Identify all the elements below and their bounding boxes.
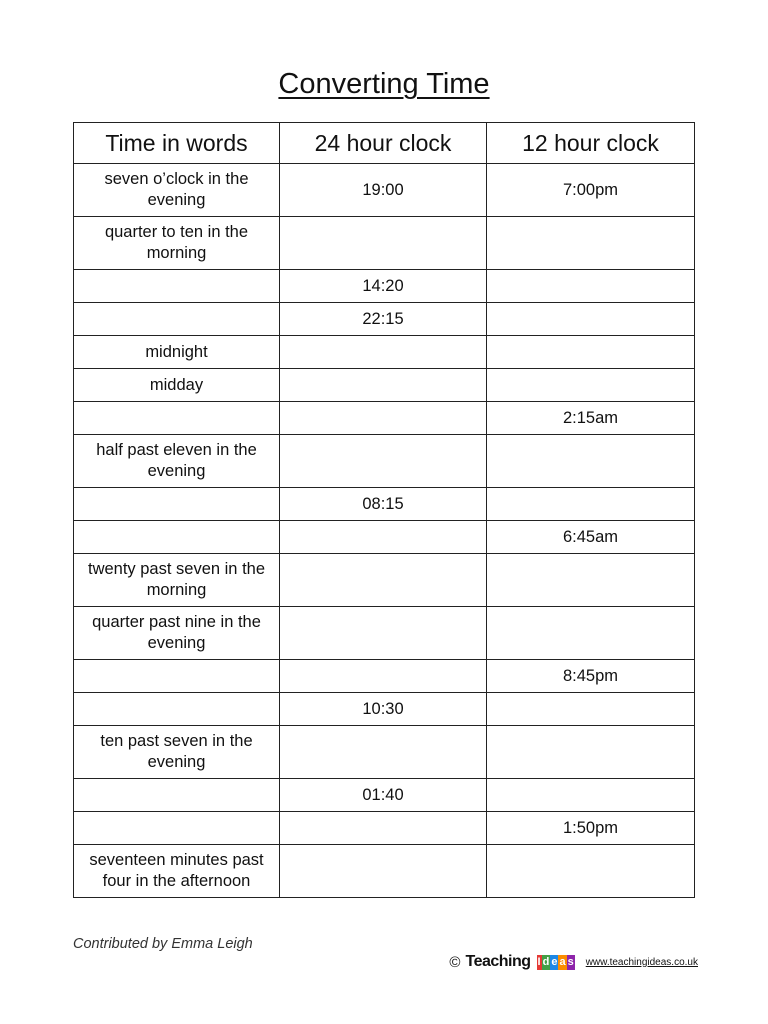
table-row <box>74 303 695 336</box>
table-row <box>74 693 695 726</box>
words-cell <box>74 303 280 336</box>
footer-branding <box>449 953 698 971</box>
clock24-cell: 10:30 <box>280 693 487 726</box>
clock24-cell: 14:20 <box>280 270 487 303</box>
clock24-cell: 22:15 <box>280 303 487 336</box>
copyright-symbol: © <box>449 953 461 971</box>
brand-logo-text: Teaching <box>465 953 531 970</box>
table-row <box>74 435 695 488</box>
clock24-cell <box>280 435 487 488</box>
brand-logo-letter: e <box>551 955 558 968</box>
table-row <box>74 554 695 607</box>
words-cell <box>74 660 280 693</box>
clock24-cell <box>280 607 487 660</box>
header-time-in-words: Time in words <box>74 123 280 164</box>
table-row <box>74 812 695 845</box>
brand-logo-letter: I <box>537 955 541 968</box>
clock12-cell <box>487 607 695 660</box>
clock12-cell: 8:45pm <box>487 660 695 693</box>
clock24-cell: 19:00 <box>280 164 487 217</box>
table-row <box>74 164 695 217</box>
table-row <box>74 607 695 660</box>
page-title: Converting Time <box>278 68 490 100</box>
table-row <box>74 402 695 435</box>
table-row <box>74 521 695 554</box>
clock24-cell: 01:40 <box>280 779 487 812</box>
clock12-cell <box>487 217 695 270</box>
clock24-cell <box>280 521 487 554</box>
brand-logo-letter: a <box>559 955 566 968</box>
clock24-cell <box>280 402 487 435</box>
contributor-credit: Contributed by Emma Leigh <box>73 936 253 952</box>
words-cell: quarter past nine in the evening <box>74 607 280 660</box>
words-cell <box>74 693 280 726</box>
table-row <box>74 779 695 812</box>
clock12-cell <box>487 693 695 726</box>
clock24-cell <box>280 369 487 402</box>
words-cell: twenty past seven in the morning <box>74 554 280 607</box>
clock12-cell: 7:00pm <box>487 164 695 217</box>
header-12-hour-clock: 12 hour clock <box>487 123 695 164</box>
brand-logo-ideas <box>537 955 575 970</box>
clock12-cell <box>487 779 695 812</box>
table-row <box>74 845 695 898</box>
header-row <box>74 123 695 164</box>
table-row <box>74 369 695 402</box>
clock12-cell <box>487 270 695 303</box>
clock12-cell <box>487 435 695 488</box>
table-row <box>74 660 695 693</box>
words-cell <box>74 488 280 521</box>
clock12-cell <box>487 488 695 521</box>
conversion-table <box>73 122 695 898</box>
clock12-cell: 2:15am <box>487 402 695 435</box>
words-cell: midday <box>74 369 280 402</box>
clock12-cell: 1:50pm <box>487 812 695 845</box>
clock12-cell <box>487 336 695 369</box>
clock24-cell <box>280 217 487 270</box>
words-cell: quarter to ten in the morning <box>74 217 280 270</box>
clock24-cell <box>280 336 487 369</box>
clock24-cell <box>280 845 487 898</box>
words-cell <box>74 779 280 812</box>
website-url[interactable]: www.teachingideas.co.uk <box>585 956 698 968</box>
clock12-cell <box>487 303 695 336</box>
table-row <box>74 217 695 270</box>
table-row <box>74 726 695 779</box>
clock12-cell: 6:45am <box>487 521 695 554</box>
header-24-hour-clock: 24 hour clock <box>280 123 487 164</box>
words-cell <box>74 812 280 845</box>
brand-logo-letter: d <box>542 955 550 968</box>
words-cell: seven o’clock in the evening <box>74 164 280 217</box>
words-cell: ten past seven in the evening <box>74 726 280 779</box>
clock12-cell <box>487 845 695 898</box>
words-cell <box>74 402 280 435</box>
clock24-cell <box>280 660 487 693</box>
table-row <box>74 336 695 369</box>
words-cell: midnight <box>74 336 280 369</box>
clock12-cell <box>487 369 695 402</box>
clock12-cell <box>487 726 695 779</box>
table-row <box>74 270 695 303</box>
words-cell: seventeen minutes past four in the afternoon <box>74 845 280 898</box>
table-row <box>74 488 695 521</box>
table-body <box>74 164 695 898</box>
words-cell <box>74 521 280 554</box>
brand-logo-letter: s <box>567 955 574 968</box>
words-cell: half past eleven in the evening <box>74 435 280 488</box>
clock24-cell <box>280 726 487 779</box>
clock24-cell <box>280 554 487 607</box>
words-cell <box>74 270 280 303</box>
clock24-cell: 08:15 <box>280 488 487 521</box>
clock24-cell <box>280 812 487 845</box>
clock12-cell <box>487 554 695 607</box>
